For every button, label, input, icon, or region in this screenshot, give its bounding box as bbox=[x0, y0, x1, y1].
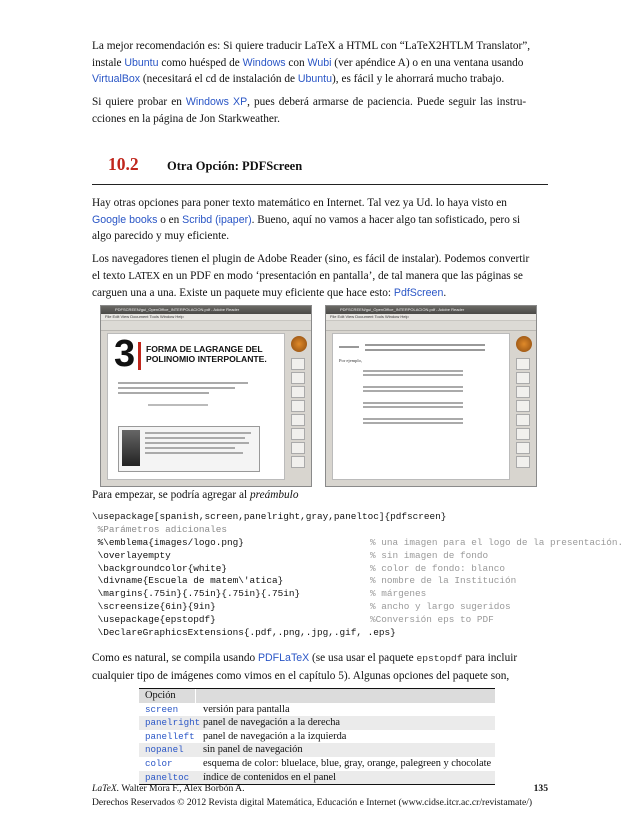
formula-line bbox=[339, 346, 359, 348]
code-line bbox=[92, 524, 548, 537]
option-name: paneltoc bbox=[145, 771, 190, 783]
menu-items: File Edit View Document Tools Window Help bbox=[105, 314, 184, 319]
formula-line bbox=[365, 349, 485, 351]
text: el texto bbox=[92, 269, 129, 282]
text: o en bbox=[157, 213, 183, 226]
code-line bbox=[92, 627, 548, 640]
table-row bbox=[139, 716, 495, 730]
code-text: \usepackage{epstopdf} bbox=[92, 614, 216, 626]
para3-line3: algo parecido y muy eficiente. bbox=[92, 230, 230, 243]
code-comment: % márgenes bbox=[370, 588, 427, 600]
heading-line1: FORMA DE LAGRANGE DEL bbox=[146, 344, 263, 354]
nav-button[interactable] bbox=[291, 386, 305, 398]
preamble-word: preámbulo bbox=[249, 489, 299, 501]
section-rule bbox=[92, 184, 548, 185]
toolbar bbox=[326, 321, 536, 331]
formula-line bbox=[363, 386, 463, 388]
code-line bbox=[92, 563, 548, 576]
epstopdf-code: epstopdf bbox=[416, 653, 463, 664]
nav-button[interactable] bbox=[516, 386, 530, 398]
option-description: versión para pantalla bbox=[203, 703, 290, 715]
nav-button[interactable] bbox=[291, 428, 305, 440]
text: con bbox=[285, 56, 308, 69]
text: ), es fácil y le ahorrará mucho trabajo. bbox=[332, 73, 505, 86]
screenshot-left bbox=[100, 305, 312, 487]
text: Para empezar, se podría agregar al bbox=[92, 489, 250, 501]
page-number: 135 bbox=[533, 783, 548, 794]
bird-logo-icon bbox=[291, 336, 307, 352]
text-line bbox=[145, 432, 251, 434]
text: carguen una a una. Existe un paquete muy eficiente que hace esto: bbox=[92, 287, 394, 300]
code-comment: % nombre de la Institución bbox=[370, 575, 517, 587]
pdfscreen-link[interactable]: PdfScreen bbox=[393, 287, 444, 300]
para4-line3 bbox=[92, 285, 548, 302]
text: en un PDF en modo ‘presentación en pantalla’, de tal manera que las páginas se bbox=[159, 269, 523, 282]
example-label: Por ejemplo, bbox=[339, 358, 362, 363]
menu-bar bbox=[326, 314, 536, 321]
section-header bbox=[100, 154, 550, 180]
google-books-link[interactable]: Google books bbox=[92, 213, 158, 226]
menu-bar bbox=[101, 314, 311, 321]
option-description: panel de navegación a la izquierda bbox=[203, 730, 347, 742]
nav-button[interactable] bbox=[291, 372, 305, 384]
paragraph-other-options bbox=[92, 195, 548, 245]
text: Si quiere probar en bbox=[92, 96, 186, 108]
code-comment: %Conversión eps to PDF bbox=[370, 614, 494, 626]
table-body bbox=[139, 703, 495, 785]
option-description: panel de navegación a la derecha bbox=[203, 717, 341, 729]
formula-block bbox=[339, 342, 489, 354]
formula-line bbox=[363, 418, 463, 420]
nav-button[interactable] bbox=[291, 442, 305, 454]
para3-line1: Hay otras opciones para poner texto matemático en Internet. Tal vez ya Ud. lo haya visto en bbox=[92, 197, 507, 209]
text: instale bbox=[92, 56, 125, 69]
code-text: \overlayempty bbox=[92, 549, 171, 561]
table-row bbox=[139, 703, 495, 717]
text: . bbox=[443, 287, 447, 300]
code-line bbox=[92, 575, 548, 588]
para2-line2: cciones en la página de Jon Starkweather. bbox=[92, 112, 280, 125]
text-line bbox=[145, 437, 245, 439]
code-line bbox=[92, 550, 548, 563]
wubi-link[interactable]: Wubi bbox=[307, 56, 332, 69]
nav-button[interactable] bbox=[291, 414, 305, 426]
pdf-page bbox=[332, 333, 510, 480]
code-line bbox=[92, 601, 548, 614]
option-name: screen bbox=[145, 703, 179, 715]
nav-button[interactable] bbox=[516, 372, 530, 384]
code-comment: % ancho y largo sugeridos bbox=[370, 601, 511, 613]
option-name: panelright bbox=[145, 717, 201, 729]
option-description: índice de contenidos en el panel bbox=[203, 771, 337, 783]
menu-items: File Edit View Document Tools Window Help bbox=[330, 314, 409, 319]
heading-line2: POLINOMIO INTERPOLANTE. bbox=[146, 354, 267, 364]
code-line bbox=[92, 511, 548, 524]
code-block bbox=[92, 511, 624, 649]
table-header bbox=[139, 689, 495, 703]
formula-line bbox=[148, 404, 208, 406]
text-line bbox=[118, 392, 209, 394]
text: (necesitará el cd de instalación de bbox=[140, 73, 298, 86]
code-line bbox=[92, 614, 548, 627]
formula-line bbox=[363, 390, 463, 392]
nav-button[interactable] bbox=[516, 358, 530, 370]
nav-button[interactable] bbox=[516, 456, 530, 468]
text: Como es natural, se compila usando bbox=[92, 652, 258, 664]
nav-button[interactable] bbox=[291, 456, 305, 468]
text: . Bueno, aquí no vamos a hacer algo tan sofisticado, pero si bbox=[251, 213, 521, 226]
code-line bbox=[92, 588, 548, 601]
formula-line bbox=[365, 344, 485, 346]
option-description: esquema de color: bluelace, blue, gray, orange, palegreen y chocolate bbox=[203, 757, 492, 769]
heading-bar bbox=[138, 342, 141, 370]
nav-button[interactable] bbox=[516, 414, 530, 426]
table-row bbox=[139, 730, 495, 744]
paragraph-preamble bbox=[92, 487, 548, 504]
text: para incluir bbox=[462, 652, 518, 664]
para6-line1 bbox=[92, 650, 548, 668]
window-titlebar bbox=[101, 306, 311, 314]
footer-authors: Walter Mora F., Alex Borbón A. bbox=[119, 783, 245, 794]
section-number: 10.2 bbox=[108, 154, 139, 174]
paragraph-latex2html bbox=[92, 38, 548, 88]
formula-line bbox=[363, 406, 463, 408]
virtualbox-link[interactable]: VirtualBox bbox=[92, 73, 141, 86]
formula-line bbox=[363, 422, 463, 424]
code-comment: % color de fondo: blanco bbox=[370, 562, 506, 574]
code-text: \DeclareGraphicsExtensions{.pdf,.png,.jpg,.gif, .eps} bbox=[92, 627, 396, 639]
formula-line bbox=[363, 374, 463, 376]
para1-line1: La mejor recomendación es: Si quiere traducir LaTeX a HTML con “LaTeX2HTLM Translator”, bbox=[92, 40, 531, 52]
windows-xp-link[interactable]: Windows XP bbox=[185, 96, 248, 108]
option-name: nopanel bbox=[145, 744, 184, 756]
text-line bbox=[145, 452, 243, 454]
scribd-link[interactable]: Scribd (ipaper) bbox=[182, 213, 252, 226]
chapter-heading bbox=[146, 344, 267, 364]
table-row bbox=[139, 743, 495, 757]
para4-line2 bbox=[92, 268, 548, 286]
nav-button[interactable] bbox=[291, 400, 305, 412]
code-text: \margins{.75in}{.75in}{.75in}{.75in} bbox=[92, 588, 301, 600]
code-text: %\emblema{images/logo.png} bbox=[92, 536, 244, 548]
portrait-box bbox=[118, 426, 260, 472]
window-titlebar bbox=[326, 306, 536, 314]
formula-line bbox=[363, 402, 463, 404]
code-comment: % una imagen para el logo de la presentación. bbox=[370, 536, 624, 548]
text: (se usa usar el paquete bbox=[309, 652, 417, 664]
footer-line2: Derechos Reservados © 2012 Revista digital Matemática, Educación e Internet (www.cidse.itcr.ac.cr/revistamate/) bbox=[92, 797, 533, 808]
code-text: \divname{Escuela de matem\'atica} bbox=[92, 575, 284, 587]
nav-button[interactable] bbox=[516, 442, 530, 454]
chapter-number: 3 bbox=[114, 333, 136, 375]
paragraph-compile bbox=[92, 650, 548, 684]
paragraph-windows-xp bbox=[92, 94, 548, 127]
body-lines bbox=[118, 382, 248, 416]
header-divider bbox=[195, 689, 196, 703]
ubuntu-link-2[interactable]: Ubuntu bbox=[297, 73, 333, 86]
windows-link[interactable]: Windows bbox=[242, 56, 286, 69]
code-text: \screensize{6in}{9in} bbox=[92, 601, 216, 613]
para6-line2: cualquier tipo de imágenes como vimos en el capítulo 5). Algunas opciones del paquete son, bbox=[92, 669, 510, 682]
section-title: Otra Opción: PDFScreen bbox=[167, 159, 303, 173]
text-line bbox=[118, 382, 248, 384]
para1-line3 bbox=[92, 71, 548, 88]
window-title: PDFSCREEN/gui_OpenOffice_INTERPOLACION.pdf - Adobe Reader bbox=[340, 307, 465, 312]
footer-latex: LaTeX. bbox=[92, 783, 120, 794]
bird-logo-icon bbox=[516, 336, 532, 352]
pdflatex-link[interactable]: PDFLaTeX bbox=[257, 652, 310, 664]
option-name: color bbox=[145, 757, 173, 769]
text: como huésped de bbox=[158, 56, 243, 69]
nav-button[interactable] bbox=[516, 400, 530, 412]
toolbar bbox=[101, 321, 311, 331]
header-option: Opción bbox=[145, 690, 176, 701]
para2-line1 bbox=[92, 94, 548, 111]
code-line bbox=[92, 536, 624, 550]
nav-button[interactable] bbox=[291, 358, 305, 370]
code-comment: % sin imagen de fondo bbox=[370, 549, 489, 561]
text: , pues deberá armarse de paciencia. Puede seguir las instru- bbox=[247, 96, 527, 108]
para3-line2 bbox=[92, 212, 548, 229]
text-line bbox=[145, 447, 235, 449]
table-row bbox=[139, 757, 495, 771]
option-description: sin panel de navegación bbox=[203, 744, 303, 756]
text-line bbox=[145, 442, 249, 444]
screenshot-right bbox=[325, 305, 537, 487]
para1-line2 bbox=[92, 55, 548, 72]
nav-button[interactable] bbox=[516, 428, 530, 440]
footer-line1 bbox=[92, 783, 548, 794]
pdf-page bbox=[107, 333, 285, 480]
formula-rows bbox=[363, 370, 493, 424]
code-text: \usepackage[spanish,screen,panelright,gray,paneltoc]{pdfscreen} bbox=[92, 511, 447, 522]
formula-line bbox=[363, 370, 463, 372]
window-title: PDFSCREEN/gui_OpenOffice_INTERPOLACION.pdf - Adobe Reader bbox=[115, 307, 240, 312]
text-line bbox=[118, 387, 235, 389]
text: (ver apéndice A) o en una ventana usando bbox=[331, 56, 524, 69]
ubuntu-link[interactable]: Ubuntu bbox=[124, 56, 159, 69]
portrait-image bbox=[122, 430, 140, 466]
option-name: panelleft bbox=[145, 730, 195, 742]
paragraph-adobe bbox=[92, 251, 548, 302]
code-text: %Parámetros adicionales bbox=[92, 523, 228, 535]
latex-logo: LATEX bbox=[128, 270, 160, 282]
code-text: \backgroundcolor{white} bbox=[92, 562, 228, 574]
para4-line1: Los navegadores tienen el plugin de Adobe Reader (sino, es fácil de instalar). Podemos convertir bbox=[92, 253, 530, 265]
options-table bbox=[139, 688, 495, 785]
